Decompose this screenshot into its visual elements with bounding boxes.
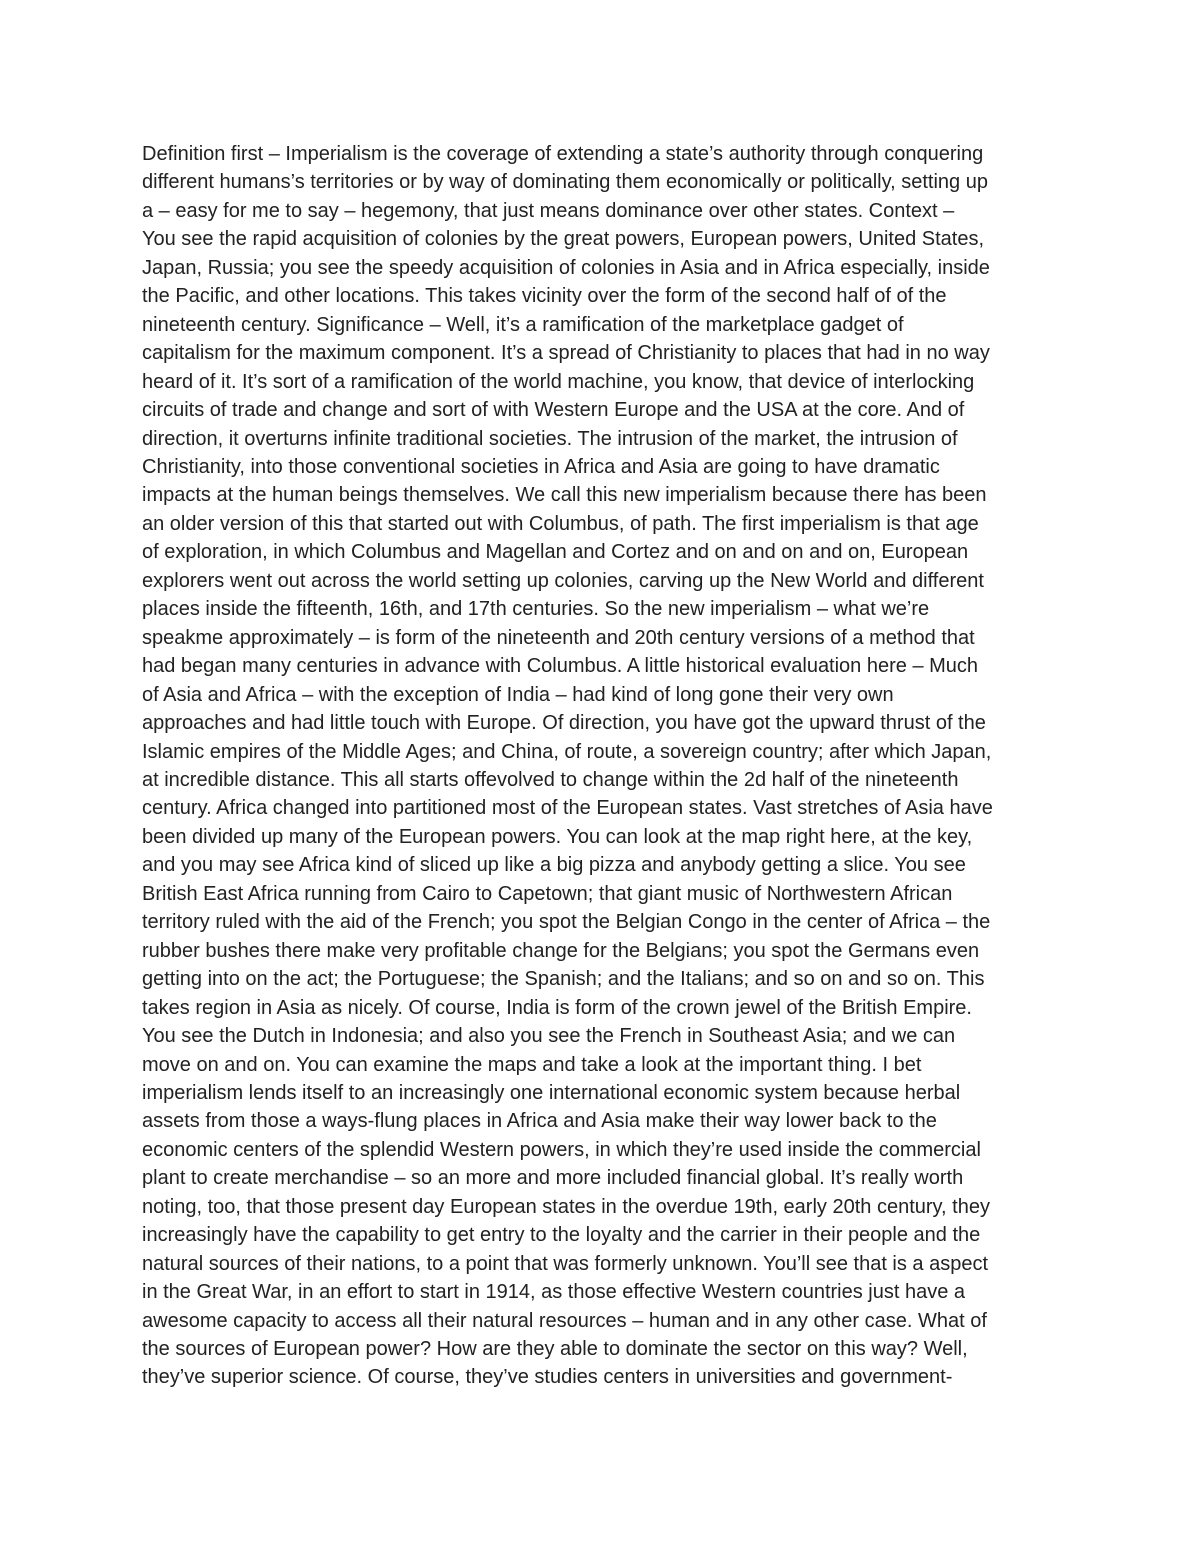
text-line: capitalism for the maximum component. It’s a spread of Christianity to places that had in no way bbox=[142, 342, 990, 365]
text-line: rubber bushes there make very profitable change for the Belgians; you spot the Germans even bbox=[142, 939, 980, 962]
text-line: imperialism lends itself to an increasingly one international economic system because herbal bbox=[142, 1081, 961, 1104]
text-line: move on and on. You can examine the maps and take a look at the important thing. I bet bbox=[142, 1053, 922, 1076]
text-line: the sources of European power? How are they able to dominate the sector on this way? Well, bbox=[142, 1338, 968, 1361]
text-line: at incredible distance. This all starts offevolved to change within the 2d half of the nineteenth bbox=[142, 768, 959, 791]
text-line: they’ve superior science. Of course, they’ve studies centers in universities and government- bbox=[142, 1366, 953, 1389]
text-line: speakme approximately – is form of the nineteenth and 20th century versions of a method that bbox=[142, 626, 975, 649]
body-text bbox=[142, 140, 1072, 1392]
text-line: increasingly have the capability to get entry to the loyalty and the carrier in their people and the bbox=[142, 1224, 981, 1247]
text-line: nineteenth century. Significance – Well, it’s a ramification of the marketplace gadget of bbox=[142, 313, 904, 336]
text-line: and you may see Africa kind of sliced up like a big pizza and anybody getting a slice. You see bbox=[142, 854, 966, 877]
text-line: direction, it overturns infinite traditional societies. The intrusion of the market, the intrusion of bbox=[142, 427, 958, 450]
text-line: plant to create merchandise – so an more and more included financial global. It’s really worth bbox=[142, 1167, 964, 1190]
text-line: explorers went out across the world setting up colonies, carving up the New World and different bbox=[142, 569, 984, 592]
text-line: natural sources of their nations, to a point that was formerly unknown. You’ll see that is a aspect bbox=[142, 1252, 989, 1275]
text-line: places inside the fifteenth, 16th, and 17th centuries. So the new imperialism – what we’re bbox=[142, 598, 930, 621]
text-line: takes region in Asia as nicely. Of course, India is form of the crown jewel of the British Empire. bbox=[142, 996, 972, 1019]
text-line: of exploration, in which Columbus and Magellan and Cortez and on and on and on, European bbox=[142, 541, 969, 564]
text-line: Islamic empires of the Middle Ages; and China, of route, a sovereign country; after which Japan, bbox=[142, 740, 992, 763]
text-line: territory ruled with the aid of the French; you spot the Belgian Congo in the center of Africa – the bbox=[142, 911, 991, 934]
text-line: assets from those a ways-flung places in Africa and Asia make their way lower back to the bbox=[142, 1110, 937, 1133]
text-line: heard of it. It’s sort of a ramification of the world machine, you know, that device of interlocking bbox=[142, 370, 975, 393]
text-line: getting into on the act; the Portuguese; the Spanish; and the Italians; and so on and so on. This bbox=[142, 968, 985, 991]
text-line: been divided up many of the European powers. You can look at the map right here, at the key, bbox=[142, 825, 973, 848]
text-line: an older version of this that started out with Columbus, of path. The first imperialism is that age bbox=[142, 512, 979, 535]
text-line: the Pacific, and other locations. This takes vicinity over the form of the second half of of the bbox=[142, 285, 947, 308]
text-line: century. Africa changed into partitioned most of the European states. Vast stretches of Asia have bbox=[142, 797, 993, 820]
text-line: in the Great War, in an effort to start in 1914, as those effective Western countries just have a bbox=[142, 1281, 966, 1304]
text-line: noting, too, that those present day European states in the overdue 19th, early 20th century, they bbox=[142, 1195, 990, 1218]
text-line: awesome capacity to access all their natural resources – human and in any other case. What of bbox=[142, 1309, 987, 1332]
text-line: You see the rapid acquisition of colonies by the great powers, European powers, United States, bbox=[142, 228, 985, 251]
text-line: Definition first – Imperialism is the coverage of extending a state’s authority through conquering bbox=[142, 143, 984, 165]
text-line: Christianity, into those conventional societies in Africa and Asia are going to have dramatic bbox=[142, 455, 940, 478]
text-line: approaches and had little touch with Europe. Of direction, you have got the upward thrust of the bbox=[142, 712, 986, 735]
text-line: Japan, Russia; you see the speedy acquisition of colonies in Asia and in Africa especially, inside bbox=[142, 256, 990, 279]
text-line: had began many centuries in advance with Columbus. A little historical evaluation here – Much bbox=[142, 655, 979, 678]
text-line: different humans’s territories or by way of dominating them economically or politically, setting up bbox=[142, 171, 988, 194]
text-line: You see the Dutch in Indonesia; and also you see the French in Southeast Asia; and we can bbox=[142, 1025, 956, 1048]
text-line: circuits of trade and change and sort of with Western Europe and the USA at the core. And of bbox=[142, 399, 965, 422]
text-line: impacts at the human beings themselves. We call this new imperialism because there has been bbox=[142, 484, 987, 507]
text-line: of Asia and Africa – with the exception of India – had kind of long gone their very own bbox=[142, 683, 894, 706]
text-line: British East Africa running from Cairo to Capetown; that giant music of Northwestern African bbox=[142, 882, 953, 905]
text-line: a – easy for me to say – hegemony, that just means dominance over other states. Context – bbox=[142, 199, 955, 222]
text-line: economic centers of the splendid Western powers, in which they’re used inside the commercial bbox=[142, 1138, 981, 1161]
